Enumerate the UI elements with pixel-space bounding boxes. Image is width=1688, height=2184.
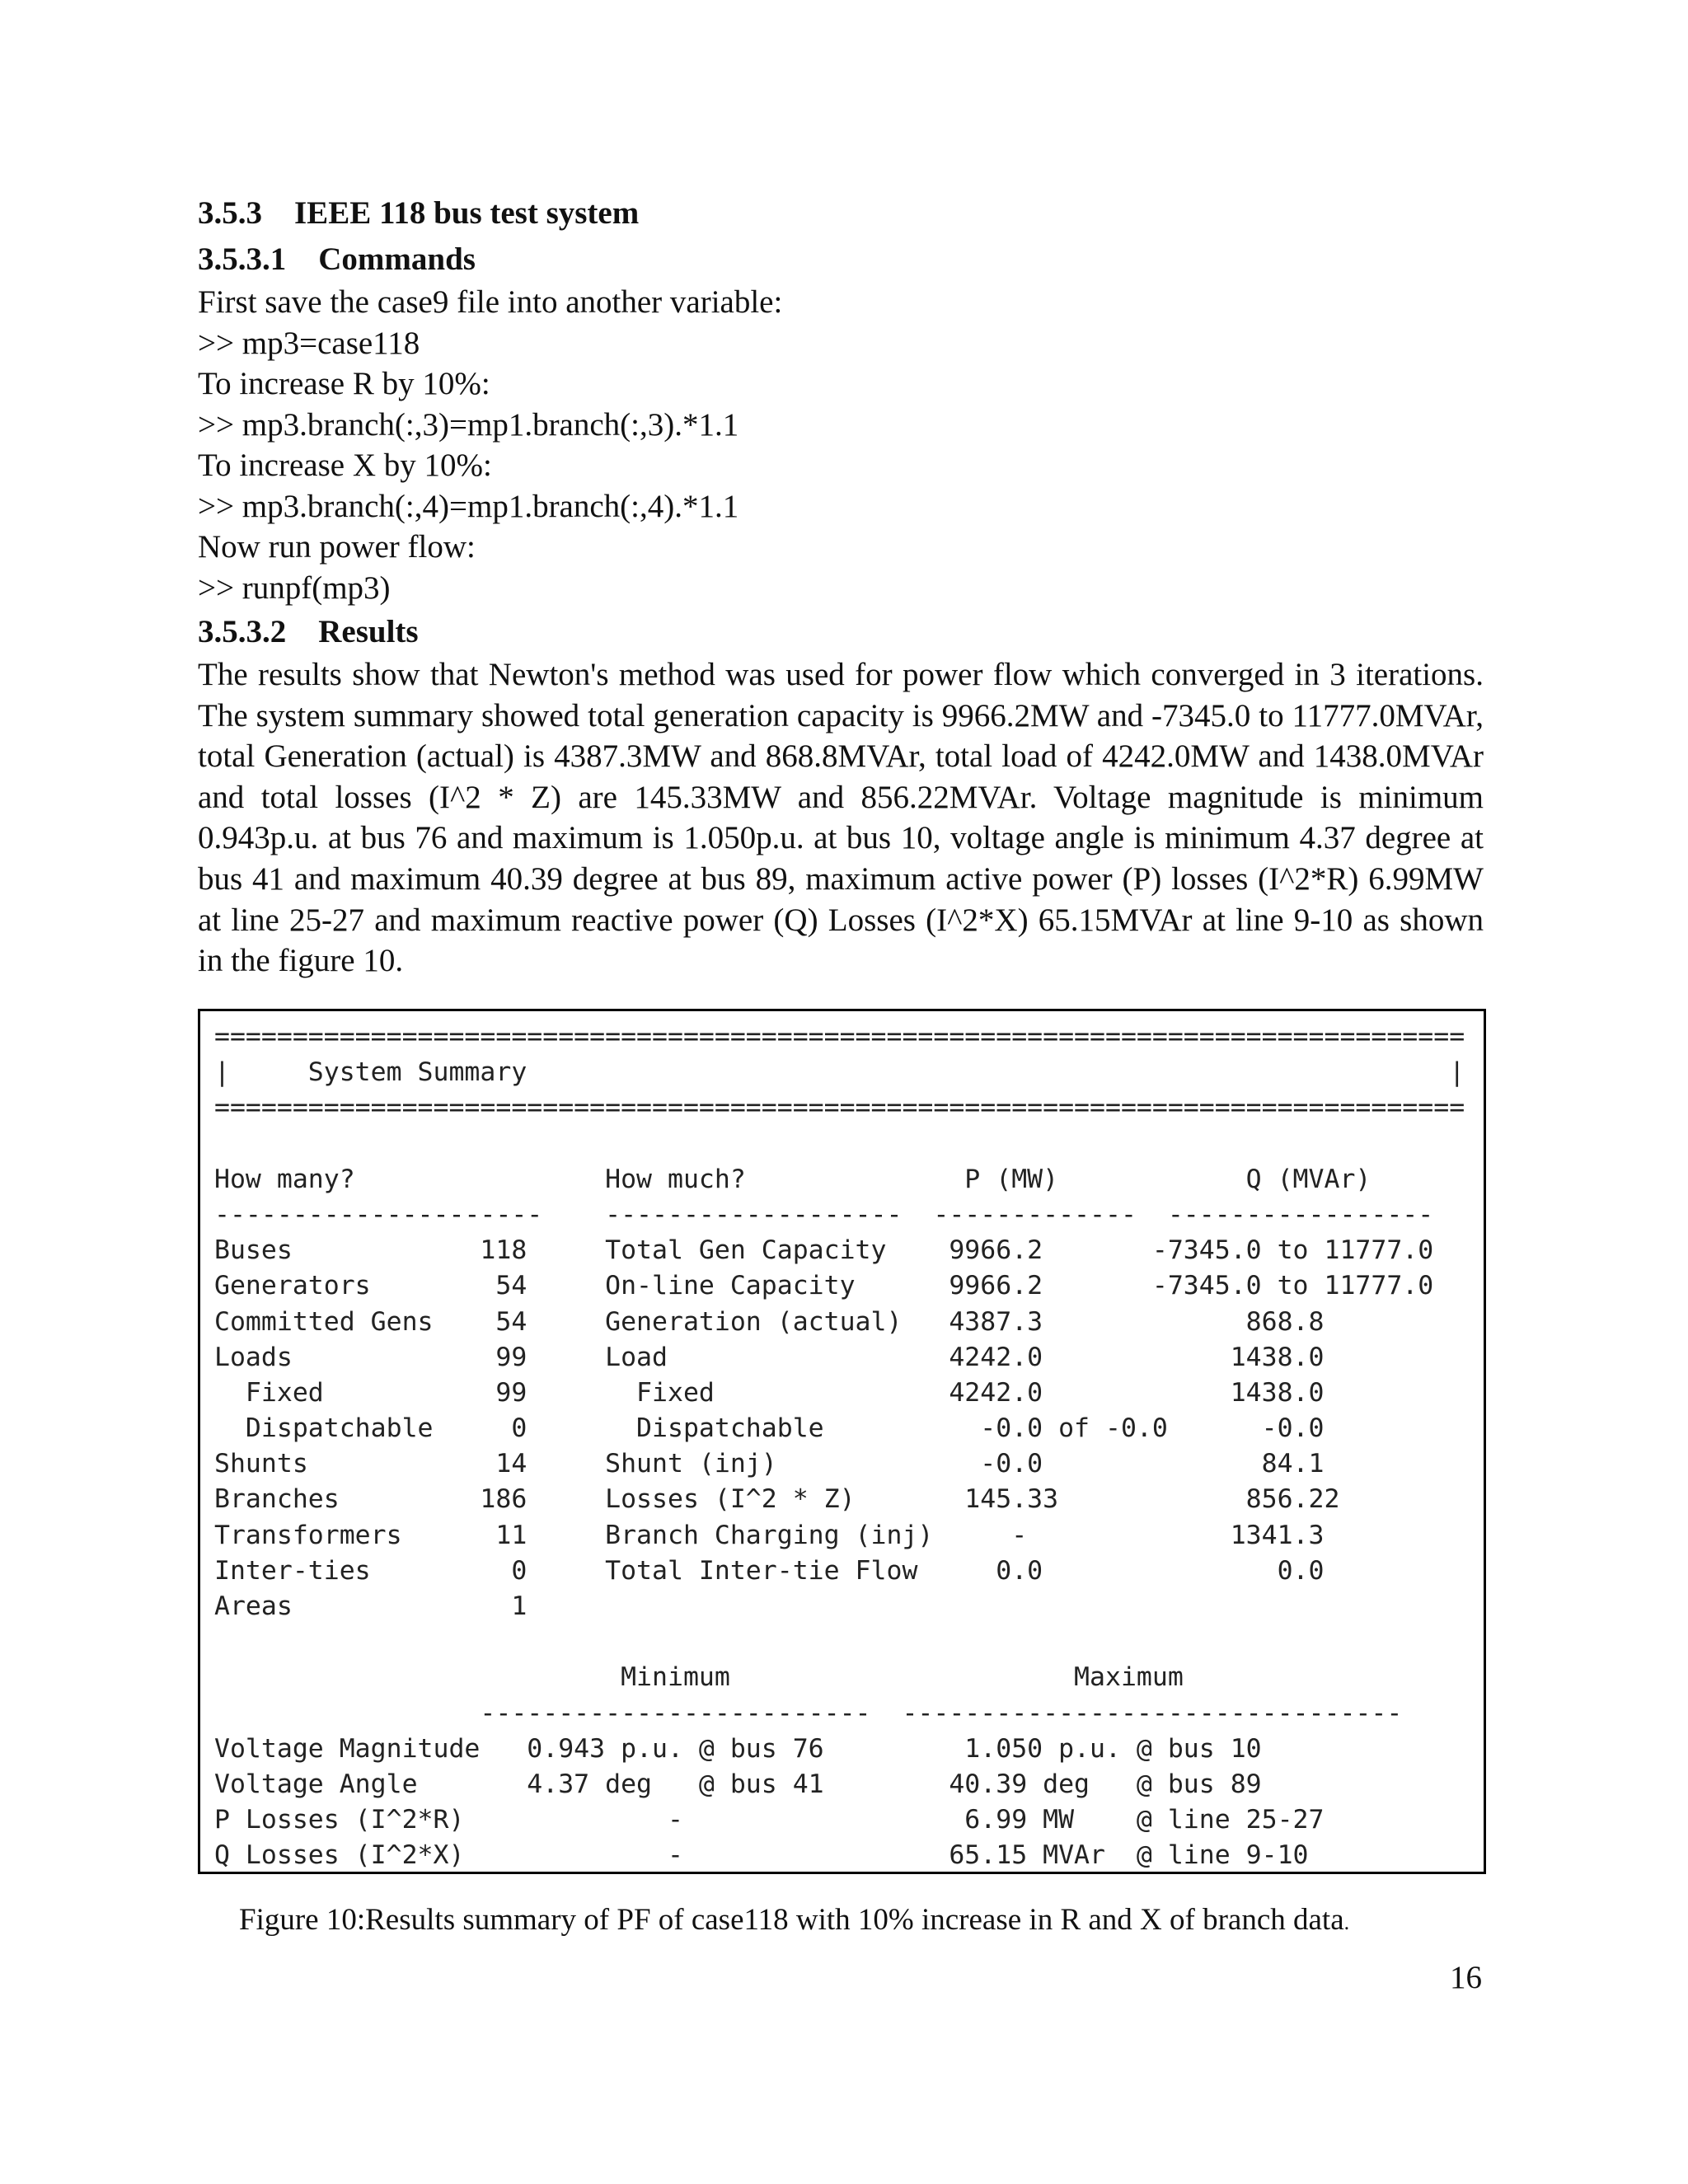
console-line: ================================================================================	[214, 1022, 1465, 1052]
command-line: >> runpf(mp3)	[198, 569, 391, 606]
command-line: >> mp3=case118	[198, 325, 420, 361]
console-line: Generators 54 On-line Capacity 9966.2 -7345.0 to 11777.0	[214, 1271, 1434, 1301]
command-line: >> mp3.branch(:,3)=mp1.branch(:,3).*1.1	[198, 406, 739, 443]
console-line: Minimum Maximum	[214, 1662, 1184, 1693]
command-line: First save the case9 file into another variable:	[198, 284, 783, 320]
console-line: --------------------- ------------------- ------------- -----------------	[214, 1199, 1434, 1230]
console-line: Buses 118 Total Gen Capacity 9966.2 -7345.0 to 11777.0	[214, 1235, 1434, 1266]
command-line: To increase X by 10%:	[198, 448, 492, 483]
figure-caption-period: .	[1343, 1910, 1350, 1934]
console-output	[214, 1019, 1465, 1874]
command-line: Now run power flow:	[198, 529, 476, 565]
console-line: How many? How much? P (MW) Q (MVAr)	[214, 1164, 1372, 1194]
console-line: Voltage Magnitude 0.943 p.u. @ bus 76 1.050 p.u. @ bus 10	[214, 1733, 1262, 1764]
console-line: Dispatchable 0 Dispatchable -0.0 of -0.0 -0.0	[214, 1413, 1325, 1444]
section-heading: 3.5.3 IEEE 118 bus test system	[198, 195, 640, 231]
figure-caption-text: Figure 10:Results summary of PF of case118 with 10% increase in R and X of branch data	[239, 1903, 1344, 1937]
console-line: ================================================================================	[214, 1093, 1465, 1123]
results-heading: 3.5.3.2 Results	[198, 614, 419, 649]
console-line: Inter-ties 0 Total Inter-tie Flow 0.0 0.0	[214, 1555, 1325, 1586]
section-content	[198, 191, 1484, 982]
commands-heading: 3.5.3.1 Commands	[198, 241, 476, 277]
console-line: Transformers 11 Branch Charging (inj) - 1341.3	[214, 1520, 1325, 1550]
command-line: To increase R by 10%:	[198, 366, 490, 401]
console-line: Fixed 99 Fixed 4242.0 1438.0	[214, 1377, 1325, 1408]
console-line: Committed Gens 54 Generation (actual) 4387.3 868.8	[214, 1306, 1325, 1337]
results-paragraph: The results show that Newton's method was used for power flow which converged in 3 iterations. The system summary showed total generation capacity is 9966.2MW and -7345.0 to 11777.0MVAr, total Generation (actual) is 4387.3MW and 868.8MVAr, total load of 4242.0MW and 1438.0MVAr and total losses (I^2 * Z) are 145.33MW and 856.22MVAr. Voltage magnitude is minimum 0.943p.u. at bus 76 and maximum is 1.050p.u. at bus 10, voltage angle is minimum 4.37 degree at bus 41 and maximum 40.39 degree at bus 89, maximum active power (P) losses (I^2*R) 6.99MW at line 25-27 and maximum reactive power (Q) Losses (I^2*X) 65.15MVAr at line 9-10 as shown in the figure 10.	[198, 657, 1484, 979]
console-line: Voltage Angle 4.37 deg @ bus 41 40.39 deg @ bus 89	[214, 1769, 1262, 1799]
console-line: P Losses (I^2*R) - 6.99 MW @ line 25-27	[214, 1805, 1325, 1835]
console-line	[214, 1624, 1465, 1660]
results-summary-figure	[198, 1009, 1486, 1874]
console-line: Areas 1	[214, 1591, 528, 1621]
console-line: Q Losses (I^2*X) - 65.15 MVAr @ line 9-10	[214, 1840, 1309, 1871]
console-line: Branches 186 Losses (I^2 * Z) 145.33 856.22	[214, 1484, 1340, 1515]
console-line: Loads 99 Load 4242.0 1438.0	[214, 1342, 1325, 1372]
console-line: | System Summary |	[214, 1057, 1465, 1088]
console-line: Shunts 14 Shunt (inj) -0.0 84.1	[214, 1449, 1325, 1479]
command-line: >> mp3.branch(:,4)=mp1.branch(:,4).*1.1	[198, 488, 739, 524]
console-line	[214, 1127, 1465, 1162]
figure-caption	[239, 1900, 1349, 1943]
page-number: 16	[1450, 1960, 1482, 1995]
console-line: ------------------------- --------------------------------	[214, 1698, 1403, 1728]
